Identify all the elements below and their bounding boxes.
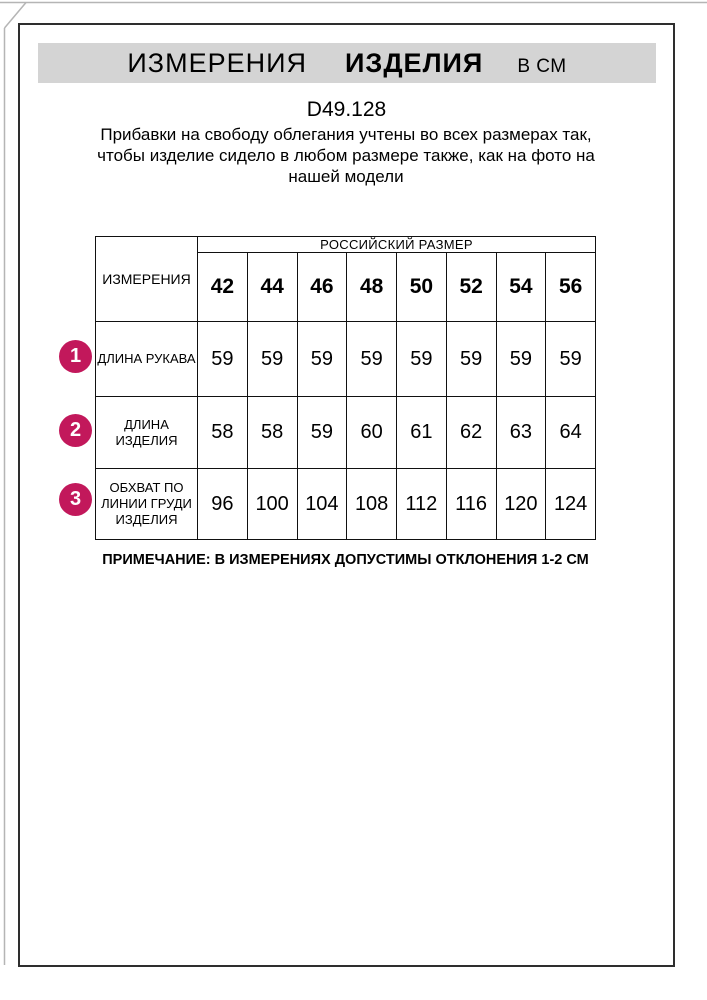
size-header-cell: 50 (397, 253, 447, 322)
measurement-value: 116 (446, 469, 496, 540)
size-header-cell: 42 (198, 253, 248, 322)
table-row-item-length (96, 397, 596, 469)
row-label: ОБХВАТ ПО ЛИНИИ ГРУДИ ИЗДЕЛИЯ (96, 469, 198, 540)
page-title-product: ИЗДЕЛИЯ (345, 48, 484, 78)
measurement-value: 112 (397, 469, 447, 540)
size-header-cell: 52 (446, 253, 496, 322)
measurement-value: 59 (347, 322, 397, 397)
measurement-value: 58 (247, 397, 297, 469)
table-row-sleeve-length (96, 322, 596, 397)
measurement-value: 104 (297, 469, 347, 540)
row-label: ДЛИНА РУКАВА (96, 322, 198, 397)
row-number-badge-1: 1 (59, 340, 92, 373)
measurement-value: 108 (347, 469, 397, 540)
measurement-value: 59 (397, 322, 447, 397)
page-title-unit: В СМ (517, 56, 567, 77)
measurement-value: 59 (247, 322, 297, 397)
measurement-value: 59 (297, 397, 347, 469)
size-header-cell: 46 (297, 253, 347, 322)
measurement-value: 124 (546, 469, 596, 540)
measurement-value: 59 (546, 322, 596, 397)
measurement-value: 64 (546, 397, 596, 469)
row-label: ДЛИНА ИЗДЕЛИЯ (96, 397, 198, 469)
measurement-value: 100 (247, 469, 297, 540)
measurement-value: 58 (198, 397, 248, 469)
title-banner (38, 43, 656, 83)
measurement-value: 62 (446, 397, 496, 469)
measurement-value: 59 (496, 322, 546, 397)
row-number-badge-2: 2 (59, 414, 92, 447)
page-title-measurements: ИЗМЕРЕНИЯ (127, 48, 307, 78)
product-code: D49.128 (306, 98, 387, 121)
measurement-value: 59 (446, 322, 496, 397)
tolerance-note: ПРИМЕЧАНИЕ: В ИЗМЕРЕНИЯХ ДОПУСТИМЫ ОТКЛОНЕНИЯ 1-2 СМ (102, 552, 589, 568)
russian-size-header: РОССИЙСКИЙ РАЗМЕР (198, 237, 596, 253)
measurement-value: 60 (347, 397, 397, 469)
size-header-cell: 48 (347, 253, 397, 322)
fit-description: Прибавки на свободу облегания учтены во всех размерах так, чтобы изделие сидело в любом размере также, как на фото на нашей модели (97, 125, 595, 186)
measurement-value: 63 (496, 397, 546, 469)
size-header-cell: 44 (247, 253, 297, 322)
measurement-value: 120 (496, 469, 546, 540)
measurement-value: 59 (297, 322, 347, 397)
size-header-cell: 56 (546, 253, 596, 322)
table-row-chest-girth (96, 469, 596, 540)
measurement-value: 61 (397, 397, 447, 469)
size-header-cell: 54 (496, 253, 546, 322)
size-table (95, 236, 596, 540)
measurement-value: 96 (198, 469, 248, 540)
measurements-column-header: ИЗМЕРЕНИЯ (96, 237, 198, 322)
measurement-value: 59 (198, 322, 248, 397)
row-number-badge-3: 3 (59, 483, 92, 516)
size-group-header-row (96, 237, 596, 253)
